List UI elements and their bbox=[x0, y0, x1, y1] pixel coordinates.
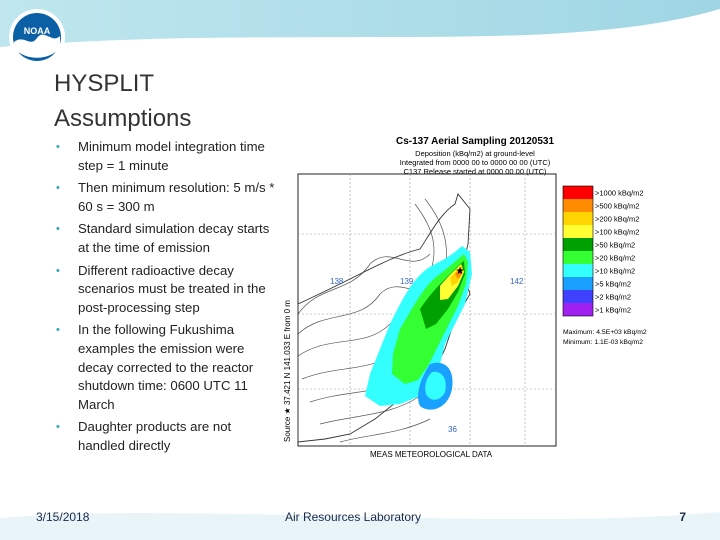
map-credit: MEAS METEOROLOGICAL DATA bbox=[370, 450, 493, 459]
bullet-item bbox=[52, 220, 276, 257]
bullet-icon: • bbox=[56, 182, 60, 195]
grid-label: 142 bbox=[510, 277, 524, 286]
legend-label: >1000 kBq/m2 bbox=[595, 188, 644, 198]
deposition-map bbox=[280, 134, 678, 460]
slide-title bbox=[54, 66, 191, 136]
footer-lab: Air Resources Laboratory bbox=[284, 510, 422, 524]
map-subtitle-1: Deposition (kBq/m2) at ground-level bbox=[415, 149, 535, 158]
legend-label: >5 kBq/m2 bbox=[595, 279, 632, 289]
grid-label: 138 bbox=[330, 277, 344, 286]
logo-text: NOAA bbox=[23, 26, 51, 36]
legend-swatch bbox=[563, 186, 593, 199]
bullet-text: Daughter products are not handled directly bbox=[78, 419, 232, 453]
legend-swatch bbox=[563, 212, 593, 225]
legend-minimum: Minimum: 1.1E-03 kBq/m2 bbox=[563, 339, 644, 346]
bullet-text: In the following Fukushima examples the emission were decay corrected to the reactor shutdown time: 0600 UTC 11 March bbox=[78, 322, 254, 412]
legend-label: >200 kBq/m2 bbox=[595, 214, 640, 224]
bullet-text: Different radioactive decay scenarios must be treated in the post-processing step bbox=[78, 262, 266, 315]
title-line-1: HYSPLIT bbox=[54, 70, 155, 97]
bullet-text: Minimum model integration time step = 1 minute bbox=[78, 139, 265, 173]
footer-page-number: 7 bbox=[679, 510, 686, 524]
bullet-text: Then minimum resolution: 5 m/s * 60 s = 300 m bbox=[78, 180, 275, 214]
bullet-item bbox=[52, 138, 276, 175]
legend-label: >500 kBq/m2 bbox=[595, 201, 640, 211]
legend-swatch bbox=[563, 238, 593, 251]
bullet-icon: • bbox=[56, 264, 60, 277]
grid-label: 36 bbox=[448, 425, 457, 434]
legend-swatch bbox=[563, 199, 593, 212]
legend-label: >50 kBq/m2 bbox=[595, 240, 636, 250]
bullet-icon: • bbox=[56, 141, 60, 153]
noaa-logo bbox=[8, 8, 66, 66]
legend-label: >2 kBq/m2 bbox=[595, 292, 632, 302]
grid-label: 139 bbox=[400, 277, 414, 286]
source-marker-icon: ★ bbox=[455, 266, 465, 277]
legend-swatch bbox=[563, 251, 593, 264]
bullet-icon: • bbox=[56, 324, 60, 337]
map-title: Cs-137 Aerial Sampling 20120531 bbox=[395, 136, 555, 147]
bullet-icon: • bbox=[56, 223, 60, 236]
legend-label: >10 kBq/m2 bbox=[595, 266, 636, 276]
legend-maximum: Maximum: 4.5E+03 kBq/m2 bbox=[563, 329, 647, 336]
bullet-text: Standard simulation decay starts at the time of emission bbox=[78, 221, 270, 255]
footer-date: 3/15/2018 bbox=[36, 510, 90, 524]
bullet-list bbox=[52, 138, 276, 460]
bullet-item bbox=[52, 418, 276, 455]
legend-swatch bbox=[563, 225, 593, 238]
legend-label: >1 kBq/m2 bbox=[595, 305, 632, 315]
bullet-icon: • bbox=[56, 421, 60, 434]
bullet-item bbox=[52, 321, 276, 414]
legend-swatch bbox=[563, 303, 593, 316]
header-wave-band bbox=[0, 0, 720, 62]
legend-label: >20 kBq/m2 bbox=[595, 253, 636, 263]
legend-swatch bbox=[563, 264, 593, 277]
map-subtitle-3: C137 Release started at 0000 00 00 (UTC) bbox=[403, 167, 547, 176]
map-side-label: Source ★ 37.421 N 141.033 E from 0 m bbox=[283, 300, 292, 442]
legend-swatch bbox=[563, 290, 593, 303]
map-subtitle-2: Integrated from 0000 00 to 0000 00 00 (UTC) bbox=[399, 158, 551, 167]
legend-label: >100 kBq/m2 bbox=[595, 227, 640, 237]
title-line-2: Assumptions bbox=[54, 105, 192, 132]
bullet-item bbox=[52, 179, 276, 216]
bullet-item bbox=[52, 262, 276, 318]
legend-swatch bbox=[563, 277, 593, 290]
